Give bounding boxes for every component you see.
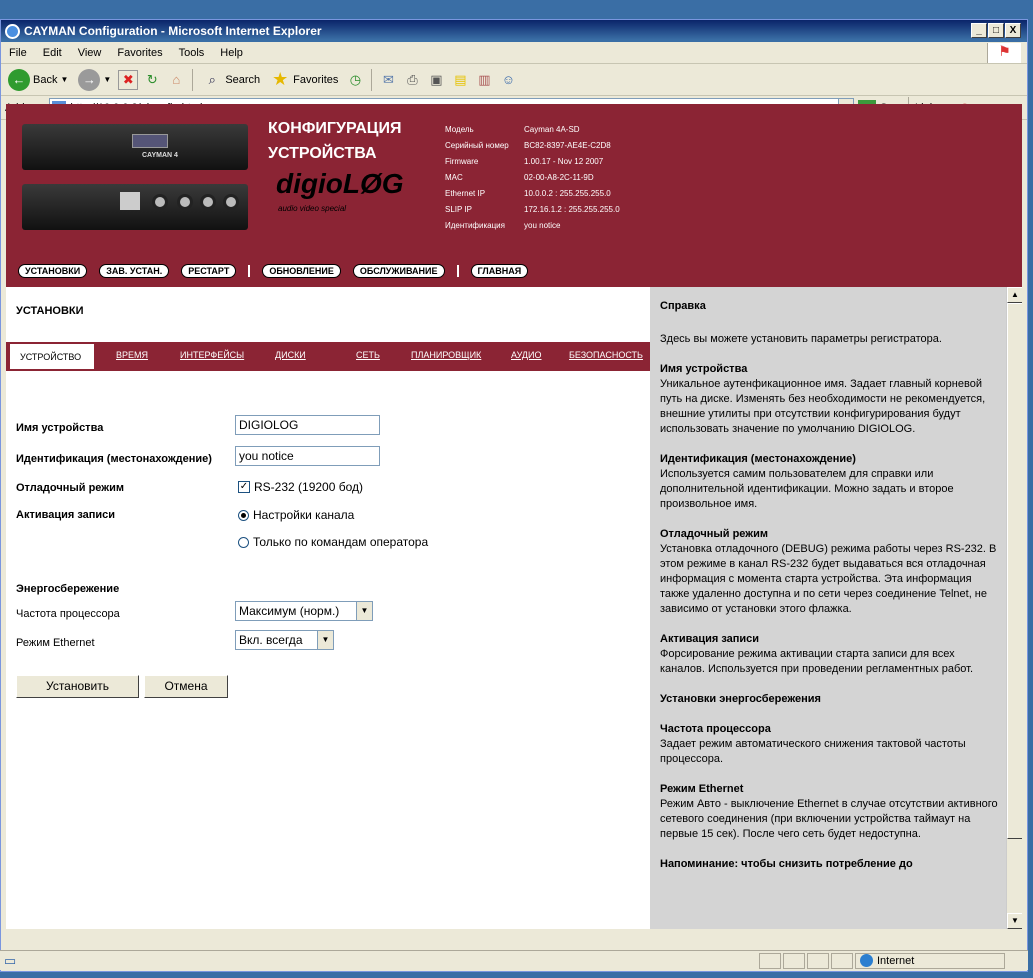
rec-option1-label: Настройки канала xyxy=(253,508,355,522)
title-bar xyxy=(1,20,1027,42)
cpu-freq-select[interactable] xyxy=(235,601,373,621)
help-s6-text: Задает режим автоматического снижения тактовой частоты процессора. xyxy=(660,738,966,765)
messenger-icon[interactable]: ☺ xyxy=(501,72,516,87)
page-viewport xyxy=(6,104,1022,929)
print-icon[interactable]: ⎙ xyxy=(407,71,418,87)
window-title: CAYMAN Configuration - Microsoft Internet Explorer xyxy=(24,24,322,38)
power-saving-label: Энергосбережение xyxy=(16,583,120,595)
refresh-icon[interactable]: ↻ xyxy=(146,71,158,87)
close-button[interactable]: X xyxy=(1005,23,1021,38)
tab-device[interactable]: УСТРОЙСТВО xyxy=(10,344,94,369)
device-display xyxy=(132,134,168,148)
apply-button[interactable]: Установить xyxy=(16,675,139,698)
nav-restart[interactable]: РЕСТАРТ xyxy=(181,264,236,278)
scroll-up-icon[interactable]: ▲ xyxy=(1007,287,1022,303)
home-icon[interactable]: ⌂ xyxy=(172,72,181,87)
nav-separator xyxy=(248,265,250,277)
radio-selected-icon xyxy=(238,510,249,521)
status-text xyxy=(22,953,757,969)
info-key: Серийный номер xyxy=(445,141,509,150)
device-rear-image xyxy=(22,184,248,230)
forward-arrow-icon: → xyxy=(78,69,100,91)
info-key: Модель xyxy=(445,125,474,134)
help-s7-title: Режим Ethernet xyxy=(660,783,744,795)
checkbox-checked-icon: ✓ xyxy=(239,481,249,492)
ethernet-mode-select[interactable] xyxy=(235,630,334,650)
debug-checkbox[interactable] xyxy=(238,480,363,494)
debug-option-label: RS-232 (19200 бод) xyxy=(254,480,364,494)
cpu-freq-value: Максимум (норм.) xyxy=(239,604,340,618)
av-port-icon xyxy=(223,194,239,210)
ethernet-port-icon xyxy=(120,192,140,210)
help-s7-text: Режим Авто - выключение Ethernet в случае отсутствии активного сетевого соединения (при включении устройства таймаут на первые 15 сек). После чего сеть будет недоступна. xyxy=(660,798,998,840)
menu-bar xyxy=(1,42,1027,64)
info-value: Cayman 4A-SD xyxy=(524,125,580,134)
info-key: MAC xyxy=(445,173,463,182)
info-key: Firmware xyxy=(445,157,479,166)
toolbar xyxy=(1,64,1027,96)
info-value: 02-00-A8-2C-11-9D xyxy=(524,173,594,182)
header-title xyxy=(268,116,401,166)
help-s1-title: Имя устройства xyxy=(660,363,748,375)
help-s4-title: Активация записи xyxy=(660,633,760,645)
tab-interfaces[interactable]: ИНТЕРФЕЙСЫ xyxy=(180,350,245,360)
tab-disks[interactable]: ДИСКИ xyxy=(275,350,306,360)
status-cell xyxy=(759,953,781,969)
info-value: 1.00.17 - Nov 12 2007 xyxy=(524,157,604,166)
mail-icon[interactable]: ✉ xyxy=(382,71,394,87)
search-icon: ⌕ xyxy=(208,71,216,87)
chevron-down-icon: ▼ xyxy=(356,602,372,620)
scroll-thumb[interactable] xyxy=(1007,303,1022,839)
rec-radio-channel[interactable] xyxy=(238,508,354,522)
status-cell xyxy=(831,953,853,969)
windows-logo-icon: ⚑ xyxy=(987,43,1021,63)
back-arrow-icon: ← xyxy=(8,69,30,91)
security-zone xyxy=(855,953,1005,969)
favorites-button[interactable] xyxy=(267,70,341,90)
chevron-down-icon: ▼ xyxy=(103,75,112,84)
search-button[interactable] xyxy=(199,70,263,90)
help-intro: Здесь вы можете установить параметры регистратора. xyxy=(660,333,942,345)
toolbar-separator xyxy=(371,69,372,91)
tab-audio[interactable]: АУДИО xyxy=(511,350,542,360)
nav-settings[interactable]: УСТАНОВКИ xyxy=(18,264,87,278)
nav-home[interactable]: ГЛАВНАЯ xyxy=(471,264,529,278)
cancel-button[interactable]: Отмена xyxy=(144,675,228,698)
ethernet-mode-label: Режим Ethernet xyxy=(16,637,95,649)
research-icon[interactable]: ▥ xyxy=(478,71,491,87)
chevron-down-icon: ▼ xyxy=(317,631,333,649)
menu-file[interactable]: File xyxy=(9,46,27,59)
tab-scheduler[interactable]: ПЛАНИРОВЩИК xyxy=(411,350,482,360)
minimize-button[interactable]: _ xyxy=(971,23,987,38)
discuss-icon[interactable]: ▤ xyxy=(454,71,467,87)
back-label: Back xyxy=(33,73,58,86)
device-name-label: Имя устройства xyxy=(16,422,104,434)
page-header xyxy=(6,104,1022,287)
help-s3-title: Отладочный режим xyxy=(660,528,768,540)
history-icon[interactable]: ◷ xyxy=(349,71,362,87)
scroll-down-icon[interactable]: ▼ xyxy=(1007,913,1022,929)
device-front-image xyxy=(22,124,248,170)
ie-icon xyxy=(5,24,20,39)
maximize-button[interactable]: □ xyxy=(988,23,1004,38)
rec-radio-operator[interactable] xyxy=(238,535,428,549)
info-key: SLIP IP xyxy=(445,205,472,214)
main-nav xyxy=(18,264,528,278)
logo-subtitle: audio video special xyxy=(278,204,347,213)
favorites-label: Favorites xyxy=(293,73,339,86)
info-value: BC82-8397-AE4E-C2D8 xyxy=(524,141,611,150)
help-s3-text: Установка отладочного (DEBUG) режима работы через RS-232. В этом режиме в канал RS-232 будет выдаваться вся отладочная информация с момента старта устройства. Эта информация также удаленно доступна и по сети через соединение Telnet, не зависимо от установки этого флажка. xyxy=(660,543,997,615)
forward-button[interactable] xyxy=(75,69,114,91)
menu-view[interactable]: View xyxy=(77,46,102,59)
help-pane xyxy=(650,287,1006,929)
digiolog-logo: digioLØG xyxy=(276,168,404,199)
info-key: Ethernet IP xyxy=(445,189,486,198)
ident-label: Идентификация (местонахождение) xyxy=(16,453,212,465)
rec-option2-label: Только по командам оператора xyxy=(253,535,429,549)
nav-factory-defaults[interactable]: ЗАВ. УСТАН. xyxy=(99,264,169,278)
menu-favorites[interactable]: Favorites xyxy=(117,46,163,59)
status-cell xyxy=(807,953,829,969)
settings-tabs xyxy=(6,342,650,371)
radio-empty-icon xyxy=(238,537,249,548)
info-value: 10.0.0.2 : 255.255.255.0 xyxy=(524,189,611,198)
zone-label: Internet xyxy=(877,954,915,967)
info-key: Идентификация xyxy=(445,221,505,230)
cpu-freq-label: Частота процессора xyxy=(16,608,120,620)
help-s2-text: Используется самим пользователем для справки или дополнительной идентификации. Можно задать и второе произвольное имя. xyxy=(660,468,954,510)
ident-input[interactable]: you notice xyxy=(235,446,380,466)
av-port-icon xyxy=(177,194,193,210)
device-label: CAYMAN 4 xyxy=(142,152,178,159)
rec-activation-label: Активация записи xyxy=(16,509,116,521)
help-s1-text: Уникальное аутенфикационное имя. Задает главный корневой путь на диске. Изменять без необходимости не рекомендуется, внешние утилиты при отсутствии конфигурирования будут использовать значение по умолчанию DIGIOLOG. xyxy=(660,378,986,435)
header-title-line1: КОНФИГУРАЦИЯ xyxy=(268,120,402,137)
ethernet-mode-value: Вкл. всегда xyxy=(239,633,303,647)
info-value: 172.16.1.2 : 255.255.255.0 xyxy=(524,205,620,214)
back-button[interactable] xyxy=(5,69,71,91)
chevron-down-icon: ▼ xyxy=(60,75,69,84)
tab-security[interactable]: БЕЗОПАСНОСТЬ xyxy=(569,350,643,360)
status-cell xyxy=(783,953,805,969)
stop-icon[interactable]: ✖ xyxy=(118,70,138,90)
device-name-input[interactable]: DIGIOLOG xyxy=(235,415,380,435)
nav-update[interactable]: ОБНОВЛЕНИЕ xyxy=(262,264,341,278)
nav-maintenance[interactable]: ОБСЛУЖИВАНИЕ xyxy=(353,264,445,278)
help-scrollbar[interactable] xyxy=(1006,287,1022,929)
star-icon: ★ xyxy=(272,69,289,89)
av-port-icon xyxy=(200,194,216,210)
info-value: you notice xyxy=(524,221,561,230)
edit-icon[interactable]: ▣ xyxy=(430,71,443,87)
tab-network[interactable]: СЕТЬ xyxy=(356,350,380,360)
menu-help[interactable]: Help xyxy=(220,46,243,59)
menu-tools[interactable]: Tools xyxy=(178,46,205,59)
menu-edit[interactable]: Edit xyxy=(42,46,62,59)
help-s4-text: Форсирование режима активации старта записи для всех каналов. Используется при проведении регламентных работ. xyxy=(660,648,974,675)
help-title: Справка xyxy=(660,300,706,312)
debug-mode-label: Отладочный режим xyxy=(16,482,124,494)
help-s8-text: Напоминание: чтобы снизить потребление до xyxy=(660,858,913,870)
page-title: УСТАНОВКИ xyxy=(16,305,84,317)
status-bar xyxy=(0,950,1028,970)
settings-pane xyxy=(6,287,650,929)
tab-time[interactable]: ВРЕМЯ xyxy=(116,350,149,360)
globe-icon xyxy=(860,954,873,967)
page-status-icon: ▭ xyxy=(3,952,17,968)
help-s5-title: Установки энергосбережения xyxy=(660,693,821,705)
help-s6-title: Частота процессора xyxy=(660,723,771,735)
device-info xyxy=(445,122,620,234)
toolbar-separator xyxy=(192,69,193,91)
av-port-icon xyxy=(152,194,168,210)
search-label: Search xyxy=(225,73,261,86)
header-title-line2: УСТРОЙСТВА xyxy=(268,145,377,162)
nav-separator xyxy=(457,265,459,277)
help-s2-title: Идентификация (местонахождение) xyxy=(660,453,856,465)
